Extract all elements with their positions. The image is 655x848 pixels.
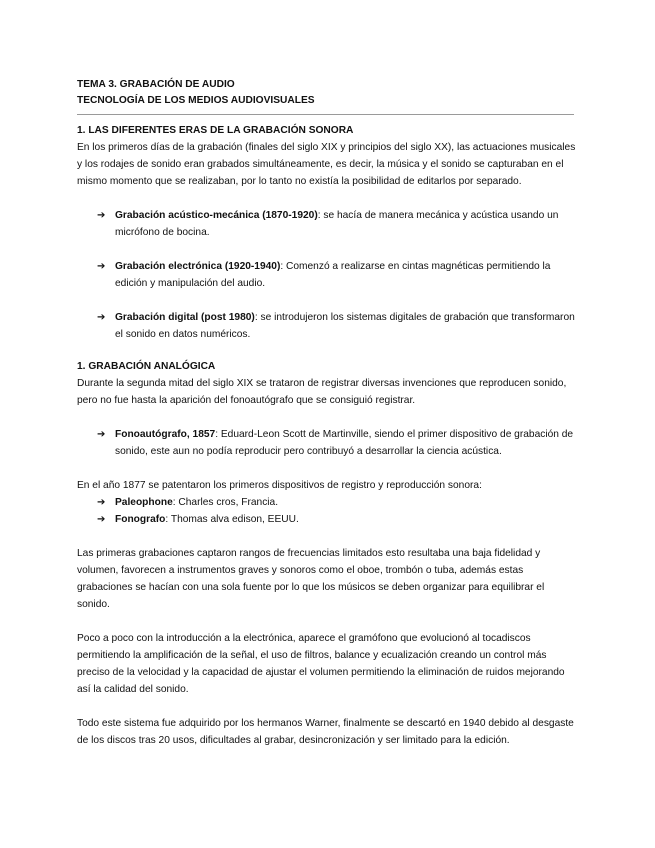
section1-heading: 1. LAS DIFERENTES ERAS DE LA GRABACIÓN SONORA <box>77 125 354 136</box>
right-arrow-icon: ➔ <box>97 497 106 508</box>
list-item <box>77 511 577 528</box>
bullet-text: : Thomas alva edison, EEUU. <box>165 514 299 525</box>
bullet-term: Fonoautógrafo, 1857 <box>115 429 216 440</box>
section1-intro: En los primeros días de la grabación (finales del siglo XIX y principios del siglo XX), las actuaciones musicales y los rodajes de sonido eran grabados simultáneamente, es decir, la música y el sonido se capturaban en el mismo momento que se realizaban, por lo tanto no existía la posibilidad de editarlos por separado. <box>77 142 576 187</box>
bullet-term: Paleophone <box>115 497 173 508</box>
right-arrow-icon: ➔ <box>97 261 106 272</box>
bullet-term: Grabación acústico-mecánica (1870-1920) <box>115 210 318 221</box>
paragraph: Las primeras grabaciones captaron rangos de frecuencias limitados esto resultaba una baja fidelidad y volumen, favorecen a instrumentos graves y sonoros como el oboe, trombón o tuba, además estas grabaciones se hacían con una sola fuente por lo que los músicos se deben organizar para equilibrar el sonido. <box>77 548 545 610</box>
section2-heading: 1. GRABACIÓN ANALÓGICA <box>77 361 216 372</box>
list-item <box>77 494 577 511</box>
bullet-text: : se introdujeron los sistemas digitales de grabación que transformaron el sonido en datos numéricos. <box>115 312 575 340</box>
list-item <box>77 258 577 292</box>
bullet-text: : se hacía de manera mecánica y acústica usando un micrófono de bocina. <box>115 210 559 238</box>
bullet-text: : Charles cros, Francia. <box>172 497 279 508</box>
bullet-term: Grabación electrónica (1920-1940) <box>115 261 281 272</box>
bullet-term: Fonografo <box>115 514 166 525</box>
list-item <box>77 426 577 460</box>
right-arrow-icon: ➔ <box>97 312 106 323</box>
right-arrow-icon: ➔ <box>97 429 106 440</box>
header-divider <box>77 114 574 115</box>
right-arrow-icon: ➔ <box>97 514 106 525</box>
paragraph: Poco a poco con la introducción a la electrónica, aparece el gramófono que evolucionó al tocadiscos permitiendo la amplificación de la señal, el uso de filtros, balance y ecualización creando un control más preciso de la velocidad y la capacidad de ajustar el volumen permitiendo la eliminación de ruidos mejorando así la calidad del sonido. <box>77 633 565 695</box>
patent-intro: En el año 1877 se patentaron los primeros dispositivos de registro y reproducción sonora: <box>77 480 482 491</box>
doc-subtitle: TECNOLOGÍA DE LOS MEDIOS AUDIOVISUALES <box>77 95 315 106</box>
document-body <box>77 77 577 749</box>
bullet-term: Grabación digital (post 1980) <box>115 312 255 323</box>
bullet-text: : Comenzó a realizarse en cintas magnéticas permitiendo la edición y manipulación del audio. <box>115 261 551 289</box>
list-item <box>77 309 577 343</box>
right-arrow-icon: ➔ <box>97 210 106 221</box>
section2-intro: Durante la segunda mitad del siglo XIX se trataron de registrar diversas invenciones que reproducen sonido, pero no fue hasta la aparición del fonoautógrafo que se consiguió registrar. <box>77 378 567 406</box>
paragraph: Todo este sistema fue adquirido por los hermanos Warner, finalmente se descartó en 1940 debido al desgaste de los discos tras 20 usos, dificultades al grabar, desincronización y ser limitado para la edición. <box>77 718 574 746</box>
list-item <box>77 207 577 241</box>
bullet-text: : Eduard-Leon Scott de Martinville, siendo el primer dispositivo de grabación de sonido, este aun no podía reproducir pero contribuyó a desarrollar la ciencia acústica. <box>115 429 574 457</box>
doc-title: TEMA 3. GRABACIÓN DE AUDIO <box>77 79 235 90</box>
